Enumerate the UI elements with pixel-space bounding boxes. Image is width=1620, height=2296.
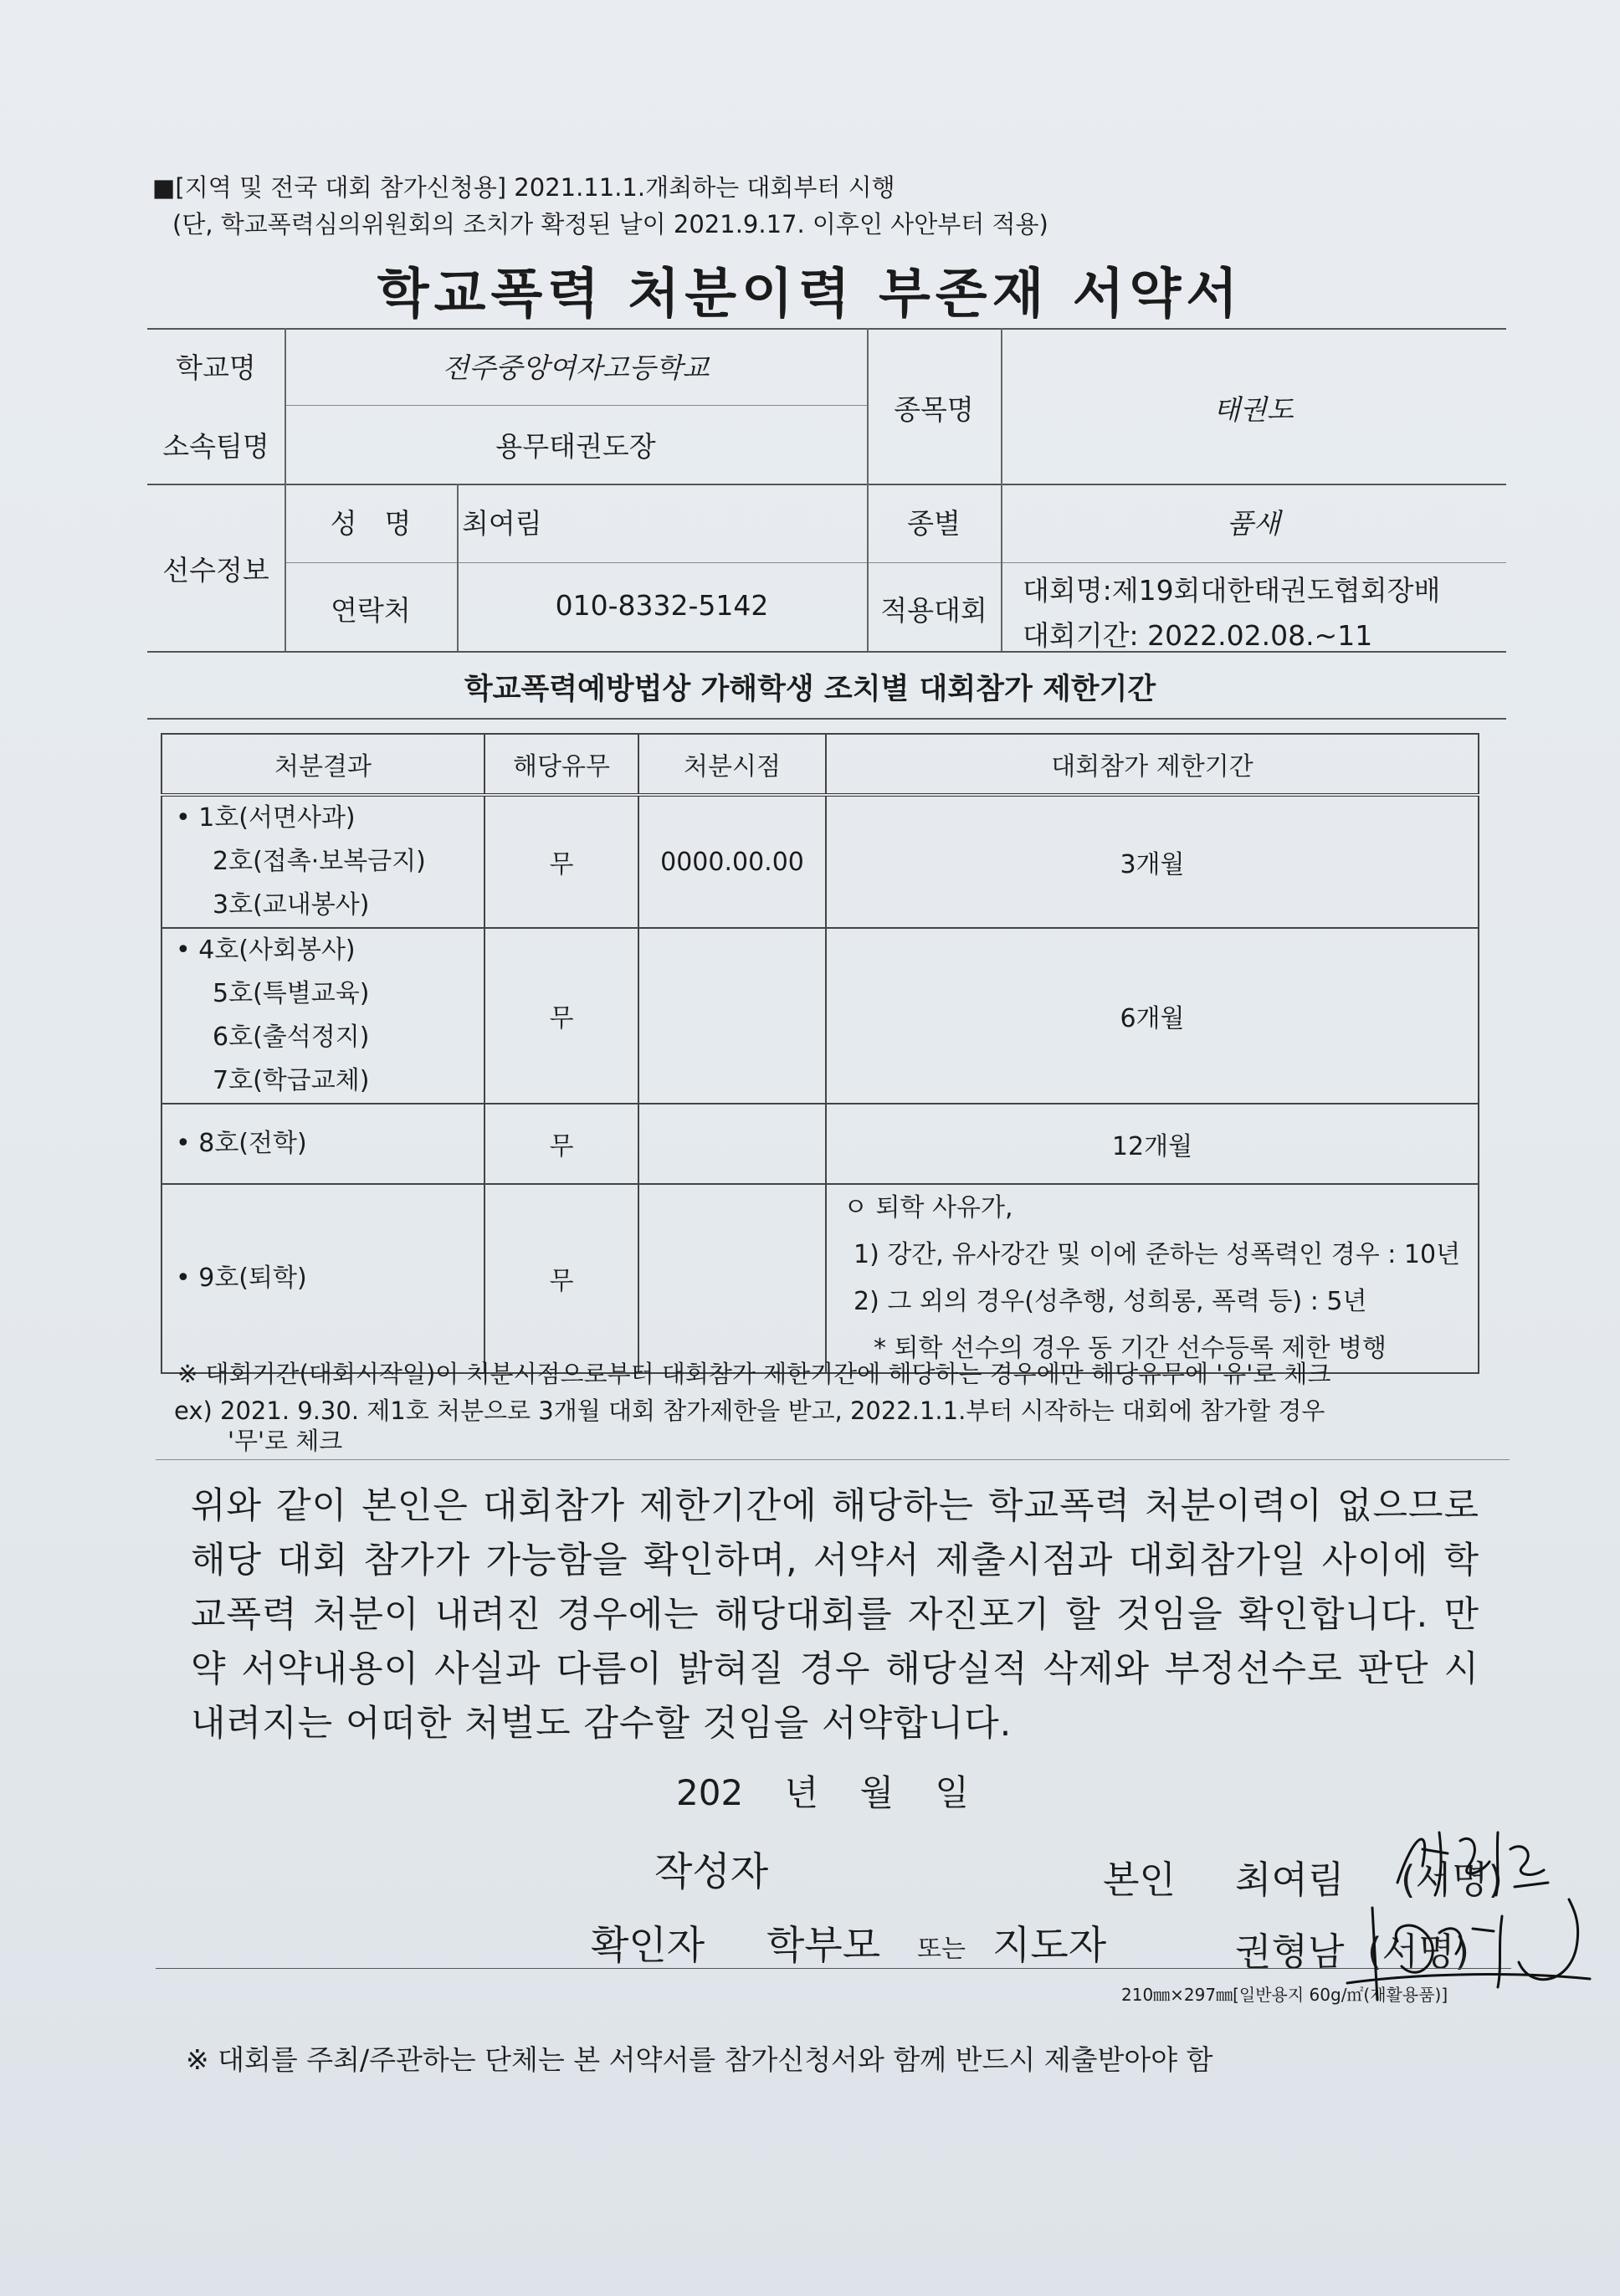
header-limit: 대회참가 제한기간: [826, 734, 1479, 795]
name-label: 성 명: [330, 507, 412, 540]
parent-label: 학부모: [766, 1923, 881, 1969]
or-label: 또는: [917, 1935, 966, 1964]
limit-cell: [826, 1184, 1479, 1373]
paper-spec: 210㎜×297㎜[일반용지 60g/㎡(재활용품)]: [1121, 1985, 1448, 2005]
coach-name: 권형남: [1235, 1930, 1345, 1974]
result-line: • 8호(전학): [176, 1129, 307, 1158]
event-period: 대회기간: 2022.02.08.~11: [1023, 619, 1373, 652]
info-col-divider-2: [457, 484, 459, 651]
event-label: 적용대회: [880, 594, 987, 627]
applicable-cell: 무: [484, 928, 638, 1104]
result-line: • 9호(퇴학): [176, 1263, 307, 1293]
category-label: 종별: [907, 507, 961, 540]
player-info-label: 선수정보: [162, 554, 269, 587]
contact-label: 연락처: [331, 594, 411, 627]
result-line: 6호(출석정지): [213, 1022, 370, 1052]
section-title: 학교폭력예방법상 가해학생 조치별 대회참가 제한기간: [464, 673, 1156, 706]
self-label: 본인: [1103, 1858, 1176, 1902]
section-underline: [147, 718, 1506, 720]
limit-cell: 12개월: [826, 1104, 1479, 1184]
applicable-cell: 무: [484, 1184, 638, 1373]
result-cell: [161, 1184, 484, 1373]
result-line: 3호(교내봉사): [213, 890, 370, 920]
result-cell: [161, 795, 484, 928]
confirmer-label: 확인자: [591, 1923, 705, 1969]
notice-line-1: ■[지역 및 전국 대회 참가신청용] 2021.11.1.개최하는 대회부터 시행: [152, 173, 895, 202]
limit-line: ㅇ 퇴학 사유가,: [843, 1193, 1013, 1222]
category-value: 품새: [1227, 507, 1280, 540]
coach-label: 지도자: [992, 1923, 1107, 1969]
result-line: • 1호(서면사과): [176, 803, 356, 833]
coach-sign-label: (서명): [1367, 1930, 1470, 1974]
limit-line: 1) 강간, 유사강간 및 이에 준하는 성폭력인 경우 : 10년: [854, 1240, 1461, 1269]
time-cell: 0000.00.00: [638, 795, 826, 928]
applicable-cell: 무: [484, 1104, 638, 1184]
info-col-divider-4: [1001, 328, 1002, 651]
header-time: 처분시점: [638, 734, 826, 795]
contact-value: 010-8332-5142: [555, 589, 769, 622]
header-result: 처분결과: [161, 734, 484, 795]
document-title: 학교폭력 처분이력 부존재 서약서: [377, 264, 1243, 325]
pledge-paragraph: 위와 같이 본인은 대회참가 제한기간에 해당하는 학교폭력 처분이력이 없으므로 해당 대회 참가가 가능함을 확인하며, 서약서 제출시점과 대회참가일 사이에 학교폭력 처분이 내려진 경우에는 해당대회를 자진포기 할 것임을 확인합니다. 만약 서약내용이 사실과 다름이 밝혀질 경우 해당실적 삭제와 부정선수로 판단 시 내려지는 어떠한 처벌도 감수할 것임을 서약합니다.: [191, 1485, 1479, 1745]
time-cell: [638, 1104, 826, 1184]
limit-cell: 3개월: [826, 795, 1479, 928]
school-label: 학교명: [176, 351, 256, 384]
time-cell: [638, 928, 826, 1104]
limit-cell: 6개월: [826, 928, 1479, 1104]
result-line: • 4호(사회봉사): [176, 935, 356, 965]
info-mid-border: [147, 484, 1506, 485]
info-row-divider-2: [285, 562, 1506, 563]
table-row: [161, 1104, 1479, 1184]
header-applicable: 해당유무: [484, 734, 638, 795]
limit-line: 2) 그 외의 경우(성추행, 성희롱, 폭력 등) : 5년: [854, 1287, 1367, 1316]
table-row: [161, 1184, 1479, 1373]
fine-print-1: ※ 대회기간(대회시작일)이 처분시점으로부터 대회참가 제한기간에 해당하는 경우에만 해당유무에 '유'로 체크: [177, 1360, 1331, 1388]
self-name: 최여림: [1235, 1858, 1345, 1902]
handwritten-signature-coach: [1339, 1883, 1598, 2008]
table-row: [161, 928, 1479, 1104]
result-line: 5호(특별교육): [213, 979, 370, 1008]
writer-label: 작성자: [654, 1849, 769, 1895]
date-line: 202 년 월 일: [676, 1772, 969, 1813]
result-cell: [161, 1104, 484, 1184]
info-row-divider-1: [285, 405, 867, 406]
footer-note: ※ 대회를 주최/주관하는 단체는 본 서약서를 참가신청서와 함께 반드시 제출받아야 함: [186, 2043, 1213, 2076]
time-cell: [638, 1184, 826, 1373]
event-name: 대회명:제19회대한태권도협회장배: [1023, 574, 1441, 607]
table-row: [161, 795, 1479, 928]
school-value: 전주중앙여자고등학교: [442, 351, 710, 384]
name-value: 최여림: [462, 507, 542, 540]
info-top-border: [147, 328, 1506, 330]
notice-line-2: (단, 학교폭력심의위원회의 조치가 확정된 날이 2021.9.17. 이후인 사안부터 적용): [172, 210, 1048, 238]
fine-print-2: ex) 2021. 9.30. 제1호 처분으로 3개월 대회 참가제한을 받고, 2022.1.1.부터 시작하는 대회에 참가할 경우: [174, 1397, 1325, 1425]
result-line: 2호(접촉·보복금지): [213, 847, 426, 876]
restriction-table: [161, 733, 1479, 1374]
limit-line: * 퇴학 선수의 경우 동 기간 선수등록 제한 병행: [874, 1334, 1387, 1363]
fine-print-3: '무'로 체크: [228, 1427, 343, 1455]
team-label: 소속팀명: [162, 430, 269, 463]
sport-value: 태권도: [1213, 393, 1294, 426]
result-cell: [161, 928, 484, 1104]
team-value: 용무태권도장: [495, 430, 656, 463]
fine-print-divider: [156, 1459, 1510, 1460]
result-line: 7호(학급교체): [213, 1066, 370, 1095]
self-sign-label: (서명): [1401, 1858, 1504, 1902]
applicable-cell: 무: [484, 795, 638, 928]
sport-label: 종목명: [894, 393, 974, 426]
table-header-row: [161, 734, 1479, 795]
signature-baseline: [156, 1968, 1511, 1969]
